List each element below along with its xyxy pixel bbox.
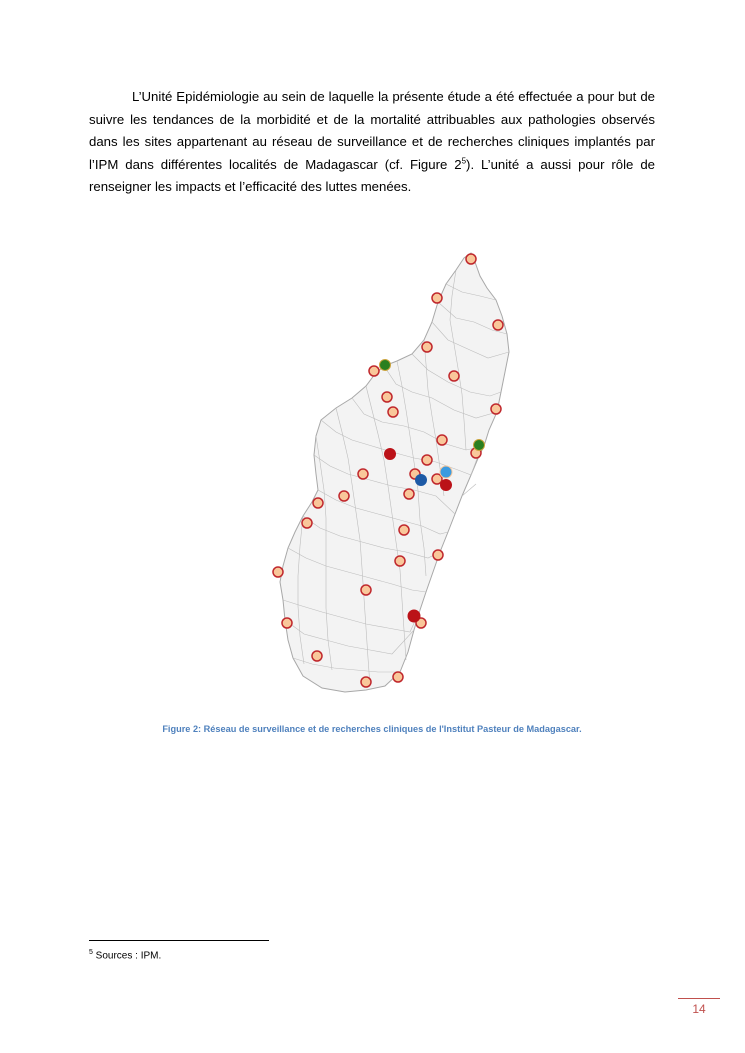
island-shape <box>280 253 509 692</box>
intro-paragraph <box>89 86 655 199</box>
paragraph-text-end: ). L’unité a aussi pour rôle de renseigner les impacts et l’efficacité des luttes menées. <box>89 156 655 194</box>
site-marker[interactable] <box>339 491 349 501</box>
site-marker[interactable] <box>313 498 323 508</box>
page-number-rule <box>678 998 720 999</box>
site-marker-red[interactable] <box>440 479 452 491</box>
site-marker[interactable] <box>282 618 292 628</box>
site-marker[interactable] <box>437 435 447 445</box>
site-marker-red[interactable] <box>384 448 396 460</box>
site-marker[interactable] <box>395 556 405 566</box>
footnote-separator <box>89 940 269 941</box>
site-marker[interactable] <box>312 651 322 661</box>
site-marker[interactable] <box>422 342 432 352</box>
madagascar-surveillance-map <box>262 245 524 703</box>
site-marker[interactable] <box>399 525 409 535</box>
site-marker[interactable] <box>433 550 443 560</box>
site-marker[interactable] <box>432 293 442 303</box>
site-marker[interactable] <box>361 585 371 595</box>
site-marker[interactable] <box>302 518 312 528</box>
page-number: 14 <box>692 1002 706 1016</box>
site-marker-red[interactable] <box>408 610 421 623</box>
site-marker[interactable] <box>361 677 371 687</box>
site-marker[interactable] <box>393 672 403 682</box>
footnote-number: 5 <box>89 949 93 956</box>
site-marker-blue[interactable] <box>415 474 427 486</box>
site-marker-light-blue[interactable] <box>440 466 452 478</box>
footnote <box>89 949 161 961</box>
site-marker[interactable] <box>382 392 392 402</box>
site-marker[interactable] <box>491 404 501 414</box>
site-marker[interactable] <box>466 254 476 264</box>
site-marker[interactable] <box>358 469 368 479</box>
site-marker[interactable] <box>404 489 414 499</box>
figure-caption: Figure 2: Réseau de surveillance et de recherches cliniques de l'Institut Pasteur de Madagascar. <box>162 724 582 734</box>
site-marker[interactable] <box>388 407 398 417</box>
site-marker[interactable] <box>273 567 283 577</box>
site-marker[interactable] <box>422 455 432 465</box>
site-marker[interactable] <box>493 320 503 330</box>
footnote-ref[interactable]: 5 <box>461 156 467 166</box>
site-marker[interactable] <box>449 371 459 381</box>
site-marker-green[interactable] <box>380 360 391 371</box>
footnote-text: Sources : IPM. <box>92 950 162 962</box>
site-marker[interactable] <box>432 474 442 484</box>
paragraph-text: L’Unité Epidémiologie au sein de laquelle la présente étude a été effectuée a pour but de suivre les tendances de la morbidité et de la mortalité attribuables aux pathologies observés dans les sites appartenant au réseau de surveillance et de recherches cliniques implantés par l’IPM dans différentes localités de Madagascar (cf. Figure 2 <box>89 89 655 172</box>
site-marker-green[interactable] <box>474 440 485 451</box>
site-marker[interactable] <box>369 366 379 376</box>
